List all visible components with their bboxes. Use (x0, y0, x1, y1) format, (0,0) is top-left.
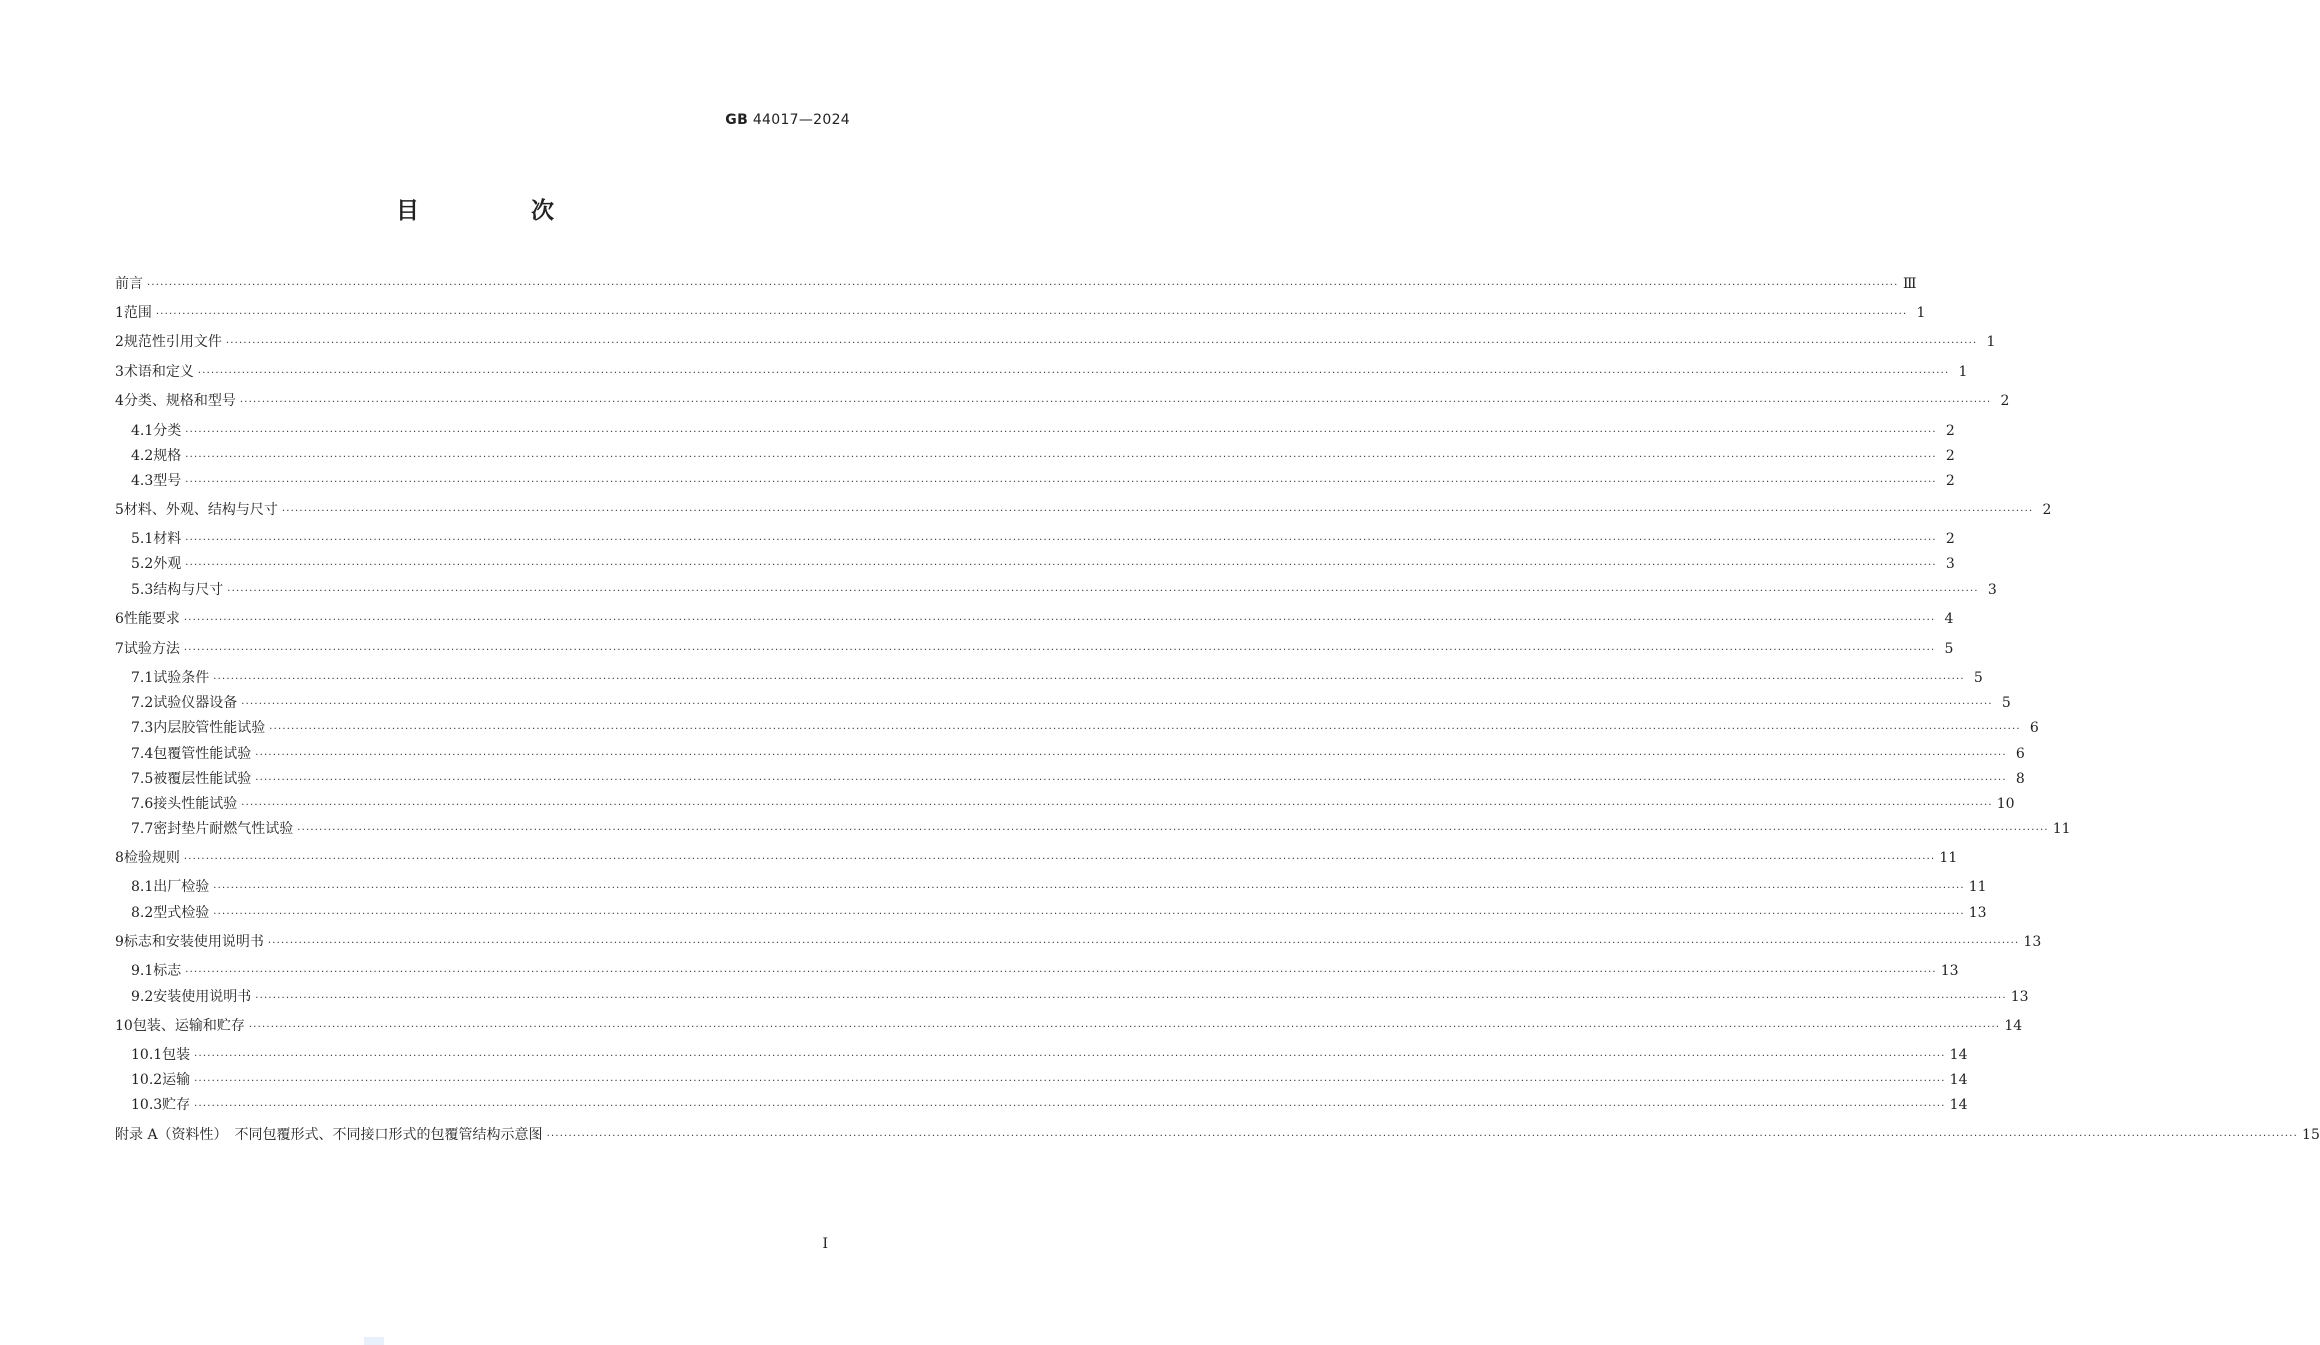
toc-entry-page: 2 (2042, 502, 2052, 518)
toc-entry[interactable] (115, 303, 1926, 323)
toc-entry[interactable] (131, 1045, 1968, 1065)
toc-entry-number: 7.3 (131, 720, 154, 736)
toc-leader-dots: ················································································································································································································································································································································································································ (155, 309, 1908, 320)
toc-entry-number: 5.3 (131, 582, 154, 598)
toc-entry-page: 6 (2015, 746, 2025, 762)
toc-entry-label: 标志 (153, 963, 182, 979)
toc-entry-number: 7.2 (131, 695, 154, 711)
toc-leader-dots: ················································································································································································································································································································································································································ (185, 560, 1937, 571)
toc-entry[interactable] (115, 848, 1958, 868)
toc-entry-page: 2 (2000, 393, 2010, 409)
toc-entry[interactable] (131, 471, 1955, 491)
toc-entry-label: 材料 (153, 531, 182, 547)
toc-entry-label: 出厂检验 (153, 879, 210, 895)
toc-entry-number: 10.1 (131, 1047, 163, 1063)
toc-entry-label: 前言 (115, 276, 143, 292)
toc-entry-number: 9 (115, 934, 124, 950)
toc-leader-dots: ················································································································································································································································································································································································································ (267, 938, 2020, 949)
toc-leader-dots: ················································································································································································································································································································································································································ (255, 993, 2007, 1004)
toc-entry[interactable] (131, 668, 1983, 688)
standard-code (725, 112, 850, 128)
toc-entry-number: 5.2 (131, 556, 154, 572)
toc-entry[interactable] (131, 580, 1997, 600)
toc-entry-label: 贮存 (162, 1097, 191, 1113)
toc-entry-label: 材料、外观、结构与尺寸 (123, 502, 278, 518)
toc-entry-label: 包覆管性能试验 (153, 746, 252, 762)
toc-leader-dots: ················································································································································································································································································································································································································ (183, 854, 1936, 865)
toc-entry-label: 范围 (123, 305, 152, 321)
toc-entry-page: 5 (2001, 695, 2011, 711)
toc-entry-label: 标志和安装使用说明书 (123, 934, 264, 950)
standard-prefix: GB (725, 112, 749, 128)
toc-entry-number: 3 (115, 364, 124, 380)
toc-entry-page: 13 (1968, 905, 1987, 921)
toc-entry-label: 分类 (153, 423, 182, 439)
toc-entry-number: 1 (115, 305, 124, 321)
toc-leader-dots: ················································································································································································································································································································································································································ (213, 909, 1965, 920)
toc-entry-label: 性能要求 (123, 611, 180, 627)
toc-entry[interactable] (115, 609, 1954, 629)
toc-entry-label: 试验仪器设备 (153, 695, 238, 711)
toc-entry-page: 1 (1958, 364, 1968, 380)
toc-entry[interactable] (131, 1070, 1968, 1090)
toc-entry-label: 规格 (153, 448, 182, 464)
toc-entry-number: 7.5 (131, 771, 154, 787)
toc-leader-dots: ················································································································································································································································································································································································································ (185, 427, 1937, 438)
toc-leader-dots: ················································································································································································································································································································································································································ (194, 1076, 1946, 1087)
toc-entry-label: 包装、运输和贮存 (132, 1018, 245, 1034)
toc-entry[interactable] (131, 554, 1955, 574)
toc-entry-label: 分类、规格和型号 (123, 393, 236, 409)
toc-entry-label: 型式检验 (153, 905, 210, 921)
toc-entry[interactable] (131, 794, 2015, 814)
standard-number: 44017—2024 (752, 112, 850, 128)
toc-entry-page: 2 (1945, 423, 1955, 439)
toc-entry[interactable] (115, 274, 1917, 294)
scroll-indicator (364, 1337, 384, 1345)
toc-entry-number: 10.2 (131, 1072, 163, 1088)
toc-entry-label: 被覆层性能试验 (153, 771, 252, 787)
toc-entry-number: 9.2 (131, 989, 154, 1005)
toc-leader-dots: ················································································································································································································································································································································································································ (297, 825, 2049, 836)
toc-entry-label: 试验方法 (123, 641, 180, 657)
toc-entry-page: 14 (1949, 1072, 1968, 1088)
toc-entry-page: 5 (1944, 641, 1954, 657)
toc-entry-page: 8 (2015, 771, 2025, 787)
toc-entry[interactable] (115, 362, 1968, 382)
toc-entry-label: 密封垫片耐燃气性试验 (153, 821, 294, 837)
toc-entry-page: 2 (1945, 473, 1955, 489)
toc-entry[interactable] (131, 693, 2011, 713)
toc-entry-number: 7.4 (131, 746, 154, 762)
toc-entry-number: 4.2 (131, 448, 154, 464)
toc-entry-label: 规范性引用文件 (123, 334, 222, 350)
toc-entry-label: 接头性能试验 (153, 796, 238, 812)
toc-leader-dots: ················································································································································································································································································································································································································ (185, 477, 1937, 488)
toc-entry[interactable] (115, 332, 1996, 352)
toc-entry-page: 14 (2004, 1018, 2023, 1034)
toc-leader-dots: ················································································································································································································································································································································································································ (185, 452, 1937, 463)
toc-leader-dots: ················································································································································································································································································································································································································ (185, 535, 1937, 546)
toc-entry-page: 11 (2052, 821, 2071, 837)
toc-leader-dots: ················································································································································································································································································································································································································ (213, 883, 1965, 894)
toc-entry-page: 13 (1940, 963, 1959, 979)
toc-leader-dots: ················································································································································································································································································································································································································ (281, 506, 2034, 517)
toc-entry-label: 内层胶管性能试验 (153, 720, 266, 736)
toc-entry-page: 15 (2302, 1127, 2320, 1143)
toc-entry-number: 9.1 (131, 963, 154, 979)
toc-entry[interactable] (115, 391, 2010, 411)
toc-leader-dots: ················································································································································································································································································································································································································ (185, 967, 1937, 978)
toc-leader-dots: ················································································································································································································································································································································································································ (269, 724, 2021, 735)
toc-entry[interactable] (131, 987, 2029, 1007)
toc-entry-number: 5 (115, 502, 124, 518)
toc-entry-number: 7.1 (131, 670, 154, 686)
toc-leader-dots: ················································································································································································································································································································································································································ (227, 586, 1979, 597)
toc-leader-dots: ················································································································································································································································································································································································································ (241, 699, 1993, 710)
toc-entry-label: 结构与尺寸 (153, 582, 224, 598)
toc-entry-page: 11 (1939, 850, 1958, 866)
toc-leader-dots: ················································································································································································································································································································································································································ (213, 674, 1965, 685)
toc-entry-label: 包装 (162, 1047, 191, 1063)
toc-leader-dots: ················································································································································································································································································································································································································ (147, 280, 1899, 291)
toc-leader-dots: ················································································································································································································································································································································································································ (248, 1022, 2001, 1033)
toc-entry-page: 11 (1968, 879, 1987, 895)
toc-entry[interactable] (115, 1016, 2023, 1036)
toc-entry-page: 10 (1996, 796, 2015, 812)
toc-entry-label: 试验条件 (153, 670, 210, 686)
toc-leader-dots: ················································································································································································································································································································································································································ (239, 397, 1992, 408)
toc-entry-page: 6 (2029, 720, 2039, 736)
toc-entry[interactable] (115, 1125, 2320, 1145)
toc-entry[interactable] (131, 529, 1955, 549)
toc-leader-dots: ················································································································································································································································································································································································································ (183, 645, 1936, 656)
toc-entry[interactable] (131, 718, 2039, 738)
toc-entry-number: 7.6 (131, 796, 154, 812)
toc-entry-page: 2 (1945, 448, 1955, 464)
toc-entry[interactable] (131, 1095, 1968, 1115)
toc-entry-label: 附录 A（资料性） 不同包覆形式、不同接口形式的包覆管结构示意图 (115, 1127, 543, 1143)
toc-entry-label: 外观 (153, 556, 182, 572)
toc-leader-dots: ················································································································································································································································································································································································································ (197, 368, 1950, 379)
toc-entry-page: 1 (1916, 305, 1926, 321)
toc-leader-dots: ················································································································································································································································································································································································································ (255, 750, 2007, 761)
toc-entry-label: 安装使用说明书 (153, 989, 252, 1005)
toc-entry-number: 8 (115, 850, 124, 866)
toc-entry-page: 4 (1944, 611, 1954, 627)
toc-entry-number: 5.1 (131, 531, 154, 547)
toc-entry-page: 13 (2010, 989, 2029, 1005)
toc-entry[interactable] (131, 961, 1959, 981)
toc-leader-dots: ················································································································································································································································································································································································································ (194, 1101, 1946, 1112)
toc-entry-number: 10 (115, 1018, 133, 1034)
toc-entry-number: 4 (115, 393, 124, 409)
toc-leader-dots: ················································································································································································································································································································································································································ (255, 775, 2007, 786)
toc-entry-page: 5 (1973, 670, 1983, 686)
toc-leader-dots: ················································································································································································································································································································································································································ (546, 1131, 2299, 1142)
page-number: I (822, 1236, 828, 1252)
toc-entry[interactable] (131, 421, 1955, 441)
toc-entry-number: 8.2 (131, 905, 154, 921)
toc-entry[interactable] (131, 877, 1987, 897)
toc-entry-number: 10.3 (131, 1097, 163, 1113)
toc-entry-page: 14 (1949, 1097, 1968, 1113)
toc-entry-number: 6 (115, 611, 124, 627)
toc-entry-page: 3 (1945, 556, 1955, 572)
toc-entry-page: 1 (1986, 334, 1996, 350)
toc-entry-number: 4.1 (131, 423, 154, 439)
toc-entry-page: 14 (1949, 1047, 1968, 1063)
toc-entry-number: 7 (115, 641, 124, 657)
toc-entry-page: Ⅲ (1902, 276, 1917, 292)
toc-entry-page: 3 (1987, 582, 1997, 598)
page-title: 目 次 (395, 198, 606, 224)
toc-entry[interactable] (131, 744, 2025, 764)
toc-entry-label: 术语和定义 (123, 364, 194, 380)
toc-entry-number: 7.7 (131, 821, 154, 837)
toc-entry[interactable] (131, 446, 1955, 466)
toc-entry-number: 2 (115, 334, 124, 350)
toc-entry[interactable] (131, 903, 1987, 923)
toc-entry[interactable] (115, 639, 1954, 659)
toc-entry-label: 运输 (162, 1072, 191, 1088)
toc-entry[interactable] (115, 500, 2052, 520)
toc-entry-page: 2 (1945, 531, 1955, 547)
toc-entry-number: 8.1 (131, 879, 154, 895)
toc-entry-page: 13 (2023, 934, 2042, 950)
toc-entry-label: 检验规则 (123, 850, 180, 866)
toc-leader-dots: ················································································································································································································································································································································································································ (241, 800, 1993, 811)
toc-entry[interactable] (131, 769, 2025, 789)
toc-entry[interactable] (131, 819, 2071, 839)
toc-leader-dots: ················································································································································································································································································································································································································ (183, 615, 1936, 626)
toc-entry-number: 4.3 (131, 473, 154, 489)
toc-entry-label: 型号 (153, 473, 182, 489)
toc-leader-dots: ················································································································································································································································································································································································································ (225, 338, 1978, 349)
toc-leader-dots: ················································································································································································································································································································································································································ (194, 1051, 1946, 1062)
toc-entry[interactable] (115, 932, 2042, 952)
